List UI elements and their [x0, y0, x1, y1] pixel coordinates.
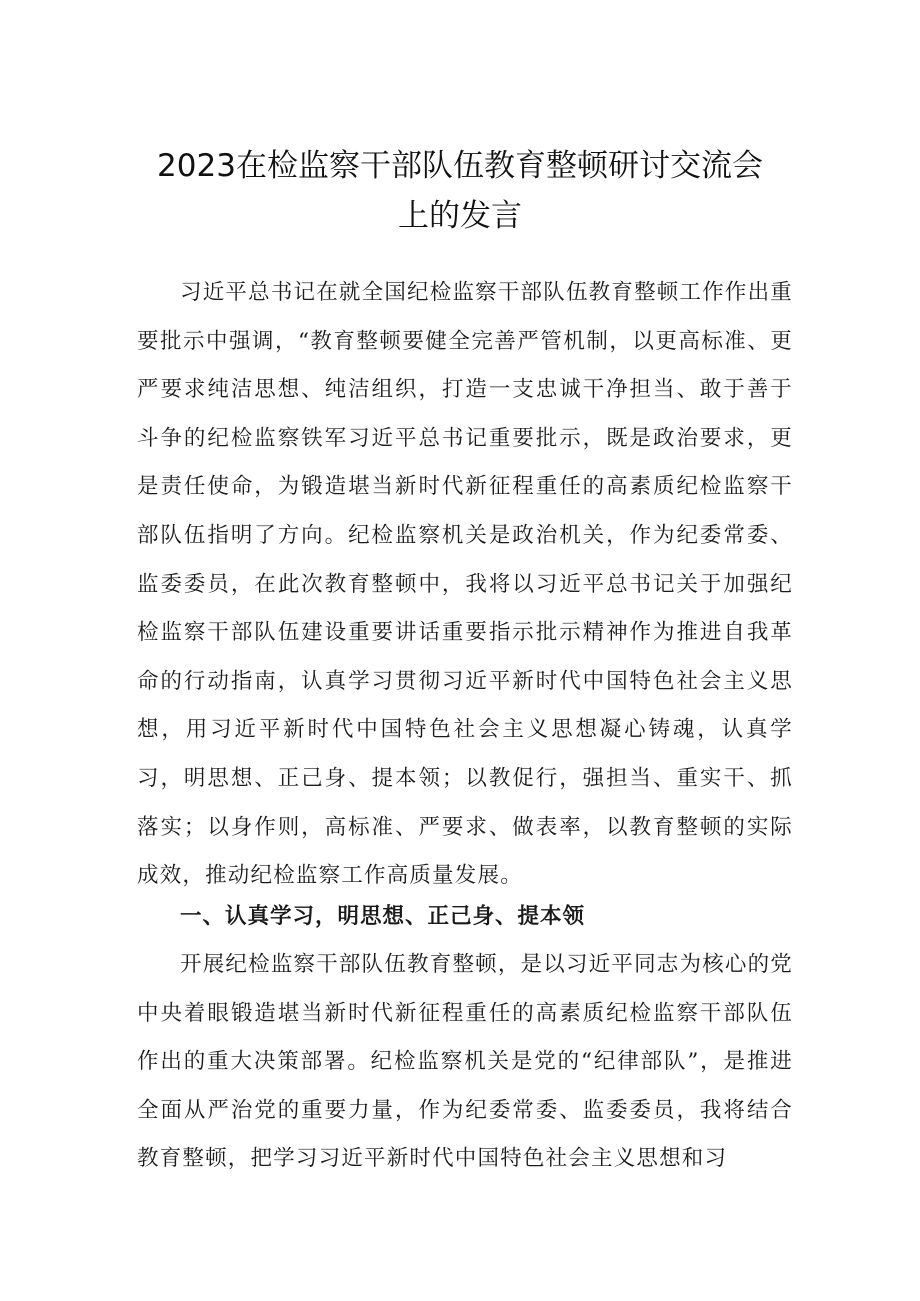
section-heading-1: 一、认真学习，明思想、正己身、提本领: [180, 904, 586, 929]
document-title-line-2: 上的发言: [398, 198, 522, 234]
paragraph-intro: 习近平总书记在就全国纪检监察干部队伍教育整顿工作作出重要批示中强调，“教育整顿要健全完善严管机制，以更高标准、更严要求纯洁思想、纯洁组织，打造一支忠诚干净担当、敢于善于斗争的纪检监察铁军习近平总书记重要批示，既是政治要求，更是责任使命，为锻造堪当新时代新征程重任的高素质纪检监察干部队伍指明了方向。纪检监察机关是政治机关，作为纪委常委、监委委员，在此次教育整顿中，我将以习近平总书记关于加强纪检监察干部队伍建设重要讲话重要指示批示精神作为推进自我革命的行动指南，认真学习贯彻习近平新时代中国特色社会主义思想，用习近平新时代中国特色社会主义思想凝心铸魂，认真学习，明思想、正己身、提本领；以教促行，强担当、重实干、抓落实；以身作则，高标准、严要求、做表率，以教育整顿的实际成效，推动纪检监察工作高质量发展。: [137, 280, 793, 889]
paragraph-section-1: 开展纪检监察干部队伍教育整顿，是以习近平同志为核心的党中央着眼锻造堪当新时代新征程重任的高素质纪检监察干部队伍作出的重大决策部署。纪检监察机关是党的“纪律部队”，是推进全面从严治党的重要力量，作为纪委常委、监委委员，我将结合教育整顿，把学习习近平新时代中国特色社会主义思想和习: [137, 952, 793, 1172]
document-title-line-1: 2023在检监察干部队伍教育整顿研讨交流会: [157, 148, 763, 184]
